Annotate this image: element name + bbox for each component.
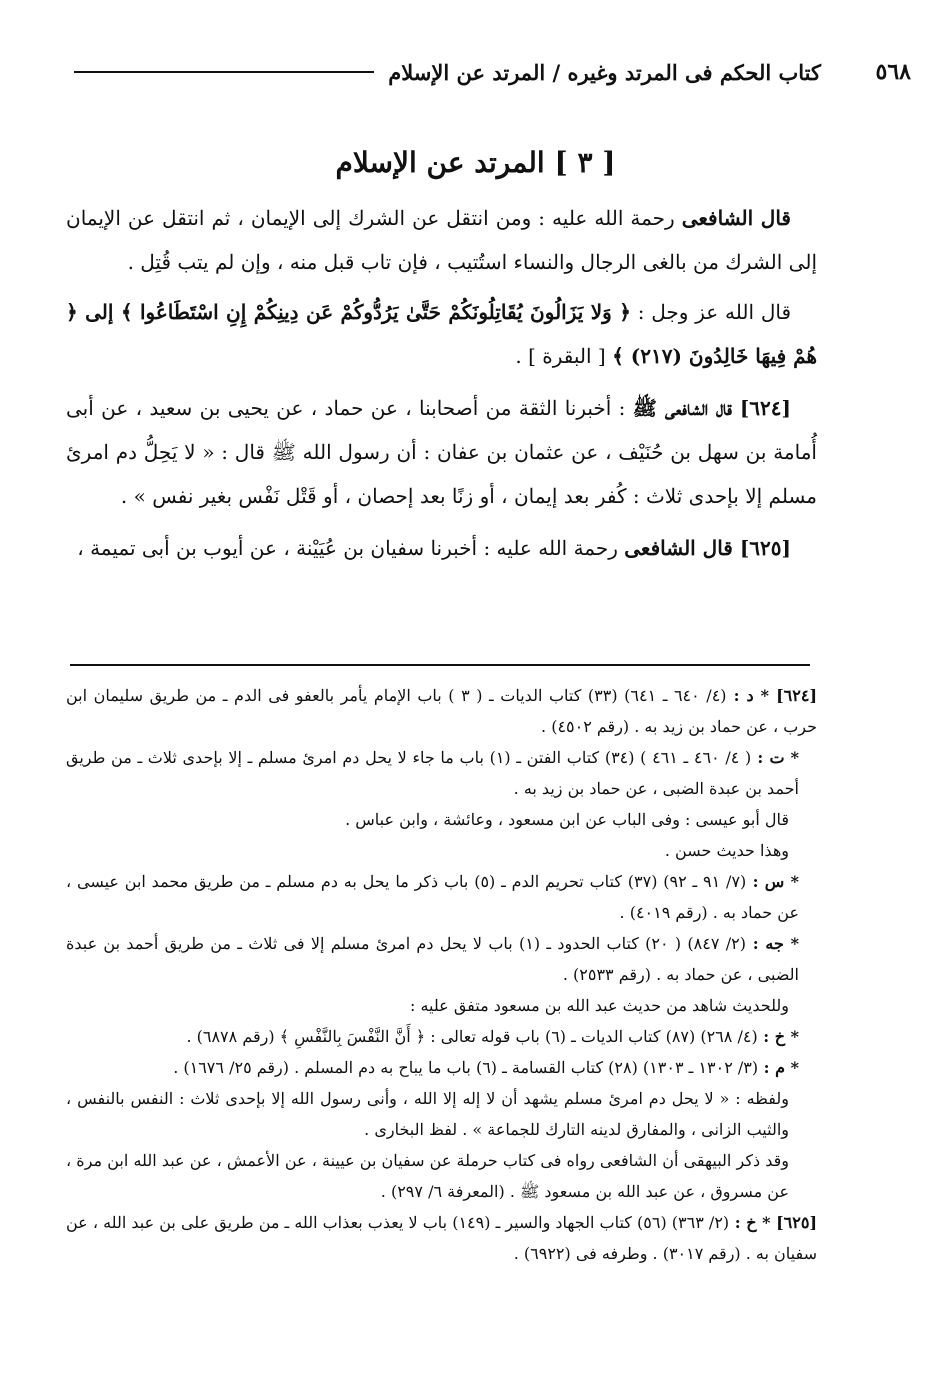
hadith-text: : أخبرنا الثقة من أصحابنا ، عن حماد ، عن يحيى بن سعيد ، عن أبى أُمامة بن سهل بن حُنَيْف ، عن عثمان بن عفان : أن رسول الله ﷺ قال : « لا يَحِلُّ دم امرئ مسلم إلا بإحدى ثلاث : كُفر بعد إيمان ، أو زنًا بعد إحصان ، أو قَتْل نَفْس بغير نفس » . [66, 396, 817, 508]
footnote-text: (٣/ ١٣٠٢ ـ ١٣٠٣) (٢٨) كتاب القسامة ـ (٦) باب ما يباح به دم المسلم . (رقم ٢٥/ ١٦٧٦) . [173, 1058, 759, 1077]
footnote-mark: [٦٢٥] * خ : [729, 1213, 818, 1232]
footnote-entry [66, 1083, 817, 1145]
footnote-text: وقد ذكر البيهقى أن الشافعى رواه فى كتاب حرملة عن سفيان بن عيينة ، عن الأعمش ، عن عبد الله ابن مرة ، عن مسروق ، عن عبد الله بن مسعود ﷺ . (المعرفة ٦/ ٢٩٧) . [66, 1151, 789, 1201]
footnote-entry [66, 804, 817, 835]
footnote-entry [66, 866, 817, 928]
footnote-mark: * ت : [751, 748, 800, 767]
paragraph-quran-verse [66, 290, 817, 378]
hadith-number-lead: [٦٢٤] قال الشافعى ﷺ [632, 396, 791, 420]
footnote-mark: * م : [758, 1058, 799, 1077]
running-header [60, 52, 821, 92]
footnote-entry [66, 990, 817, 1021]
paragraph-text: رحمة الله عليه : ومن انتقل عن الشرك إلى الإيمان ، ثم انتقل عن الإيمان إلى الشرك من بالغى الرجال والنساء استُتيب ، فإن تاب قبل منه ، وإن لم يتب قُتِل . [66, 206, 817, 274]
footnote-entry [66, 1145, 817, 1207]
footnote-mark: * جه : [745, 934, 799, 953]
footnote-text: (٤/ ٦٤٠ ـ ٦٤١) (٣٣) كتاب الديات ـ ( ٣ ) باب الإمام يأمر بالعفو فى الدم ـ من طريق سليمان ابن حرب ، عن حماد بن زيد به . (رقم ٤٥٠٢) . [66, 686, 817, 736]
verse-intro: قال الله عز وجل : [630, 300, 792, 324]
footnote-mark: * خ : [757, 1027, 799, 1046]
speaker-lead: قال الشافعى [681, 206, 791, 230]
chapter-title: [ ٣ ] المرتد عن الإسلام [335, 146, 616, 179]
header-rule [74, 71, 374, 73]
footnote-entry [66, 1021, 817, 1052]
hadith-625 [66, 526, 817, 570]
footnote-text: (٧/ ٩١ ـ ٩٢) (٣٧) كتاب تحريم الدم ـ (٥) باب ذكر ما يحل به دم مسلم ـ من طريق محمد ابن عيسى ، عن حماد به . (رقم ٤٠١٩) . [66, 872, 799, 922]
page-number: ٥٦٨ [875, 59, 911, 85]
footnote-divider [70, 664, 810, 666]
footnote-entry [66, 928, 817, 990]
hadith-number-lead: [٦٢٥] قال الشافعى [624, 536, 791, 560]
footnote-text: (٢/ ٨٤٧) ( ٢٠) كتاب الحدود ـ (١) باب لا يحل دم امرئ مسلم إلا فى ثلاث ـ من طريق أحمد بن عبدة الضبى ، عن حماد به . (رقم ٢٥٣٣) . [66, 934, 799, 984]
hadith-text: رحمة الله عليه : أخبرنا سفيان بن عُيَيْنة ، عن أيوب بن أبى تميمة ، [77, 536, 625, 560]
footnote-entry [66, 1207, 817, 1269]
verse-reference: [ البقرة ] . [515, 344, 613, 368]
footnote-text: (٤/ ٢٦٨) (٨٧) كتاب الديات ـ (٦) باب قوله تعالى : ﴿ أَنَّ النَّفْسَ بِالنَّفْسِ ﴾ (رقم ٦٨٧٨) . [186, 1027, 758, 1046]
footnote-text: وللحديث شاهد من حديث عبد الله بن مسعود متفق عليه : [410, 996, 789, 1015]
footnote-mark: [٦٢٤] * د : [726, 686, 818, 705]
main-text [66, 196, 817, 576]
footnote-entry [66, 680, 817, 742]
footnote-text: وهذا حديث حسن . [664, 841, 789, 860]
footnote-text: قال أبو عيسى : وفى الباب عن ابن مسعود ، وعائشة ، وابن عباس . [345, 810, 789, 829]
hadith-624 [66, 386, 817, 518]
footnote-text: ولفظه : « لا يحل دم امرئ مسلم يشهد أن لا إله إلا الله ، وأنى رسول الله إلا بإحدى ثلاث : النفس بالنفس ، والثيب الزانى ، والمفارق لدينه التارك للجماعة » . لفظ البخارى . [66, 1089, 789, 1139]
footnote-entry [66, 835, 817, 866]
footnote-entry [66, 742, 817, 804]
footnote-mark: * س : [746, 872, 800, 891]
paragraph-shafii-statement [66, 196, 817, 284]
quran-verse: ﴿ وَلا يَزَالُونَ يُقَاتِلُونَكُمْ حَتَّىٰ يَرُدُّوكُمْ عَن دِينِكُمْ إِنِ اسْتَطَاعُوا ﴾ إلى ﴿ هُمْ فِيهَا خَالِدُونَ (٢١٧) ﴾ [66, 300, 817, 368]
footnotes [66, 680, 817, 1269]
footnote-entry [66, 1052, 817, 1083]
footnote-text: ( ٤/ ٤٦٠ ـ ٤٦١ ) (٣٤) كتاب الفتن ـ (١) باب ما جاء لا يحل دم امرئ مسلم ـ إلا بإحدى ثلاث ـ من طريق أحمد بن عبدة الضبى ، عن حماد بن زيد به . [66, 748, 799, 798]
running-title: كتاب الحكم فى المرتد وغيره / المرتد عن الإسلام [388, 59, 821, 85]
footnote-text: (٢/ ٣٦٣) (٥٦) كتاب الجهاد والسير ـ (١٤٩) باب لا يعذب بعذاب الله ـ من طريق على بن عبد الله ، عن سفيان به . (رقم ٣٠١٧) . وطرفه فى (٦٩٢٢) . [66, 1213, 817, 1263]
